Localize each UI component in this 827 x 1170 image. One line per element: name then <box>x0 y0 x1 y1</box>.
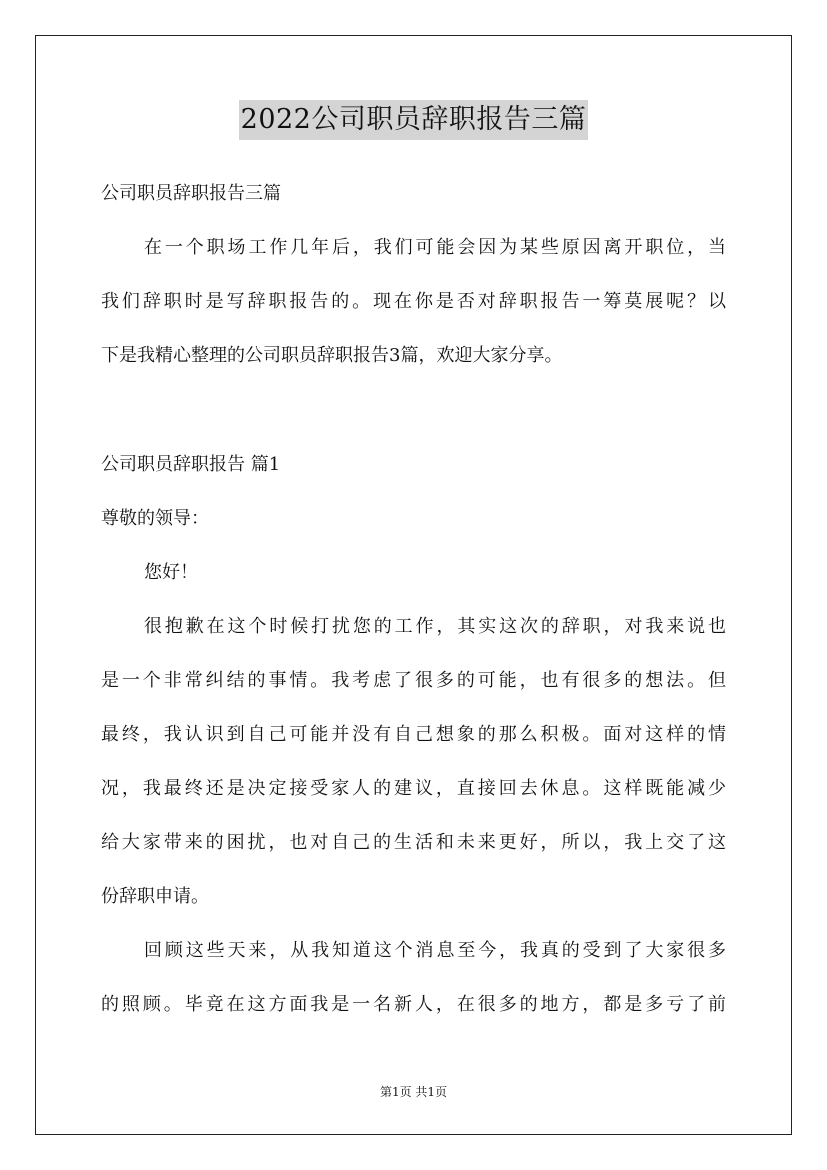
paragraph1-line-6: 份辞职申请。 <box>101 886 209 907</box>
paragraph1-line-2: 是一个非常纠结的事情。我考虑了很多的可能，也有很多的想法。但 <box>101 670 726 691</box>
intro-line-3: 下是我精心整理的公司职员辞职报告3篇，欢迎大家分享。 <box>101 345 563 366</box>
paragraph2-line-1: 回顾这些天来，从我知道这个消息至今，我真的受到了大家很多 <box>144 940 726 961</box>
document-subtitle: 公司职员辞职报告三篇 <box>101 183 281 204</box>
intro-line-2: 我们辞职时是写辞职报告的。现在你是否对辞职报告一筹莫展呢？以 <box>101 291 726 312</box>
paragraph1-line-1: 很抱歉在这个时候打扰您的工作，其实这次的辞职，对我来说也 <box>144 616 726 637</box>
paragraph1-line-5: 给大家带来的困扰，也对自己的生活和未来更好，所以，我上交了这 <box>101 832 726 853</box>
title-container <box>0 100 827 140</box>
intro-line-1: 在一个职场工作几年后，我们可能会因为某些原因离开职位，当 <box>144 237 726 258</box>
greeting: 您好！ <box>144 562 198 583</box>
paragraph2-line-2: 的照顾。毕竟在这方面我是一名新人，在很多的地方，都是多亏了前 <box>101 994 726 1015</box>
page-footer: 第1页 共1页 <box>379 1085 448 1099</box>
section-heading: 公司职员辞职报告 篇1 <box>101 454 281 475</box>
paragraph1-line-4: 况，我最终还是决定接受家人的建议，直接回去休息。这样既能减少 <box>101 778 726 799</box>
salutation: 尊敬的领导： <box>101 508 209 529</box>
document-title: 2022公司职员辞职报告三篇 <box>239 100 589 140</box>
paragraph1-line-3: 最终，我认识到自己可能并没有自己想象的那么积极。面对这样的情 <box>101 724 726 745</box>
